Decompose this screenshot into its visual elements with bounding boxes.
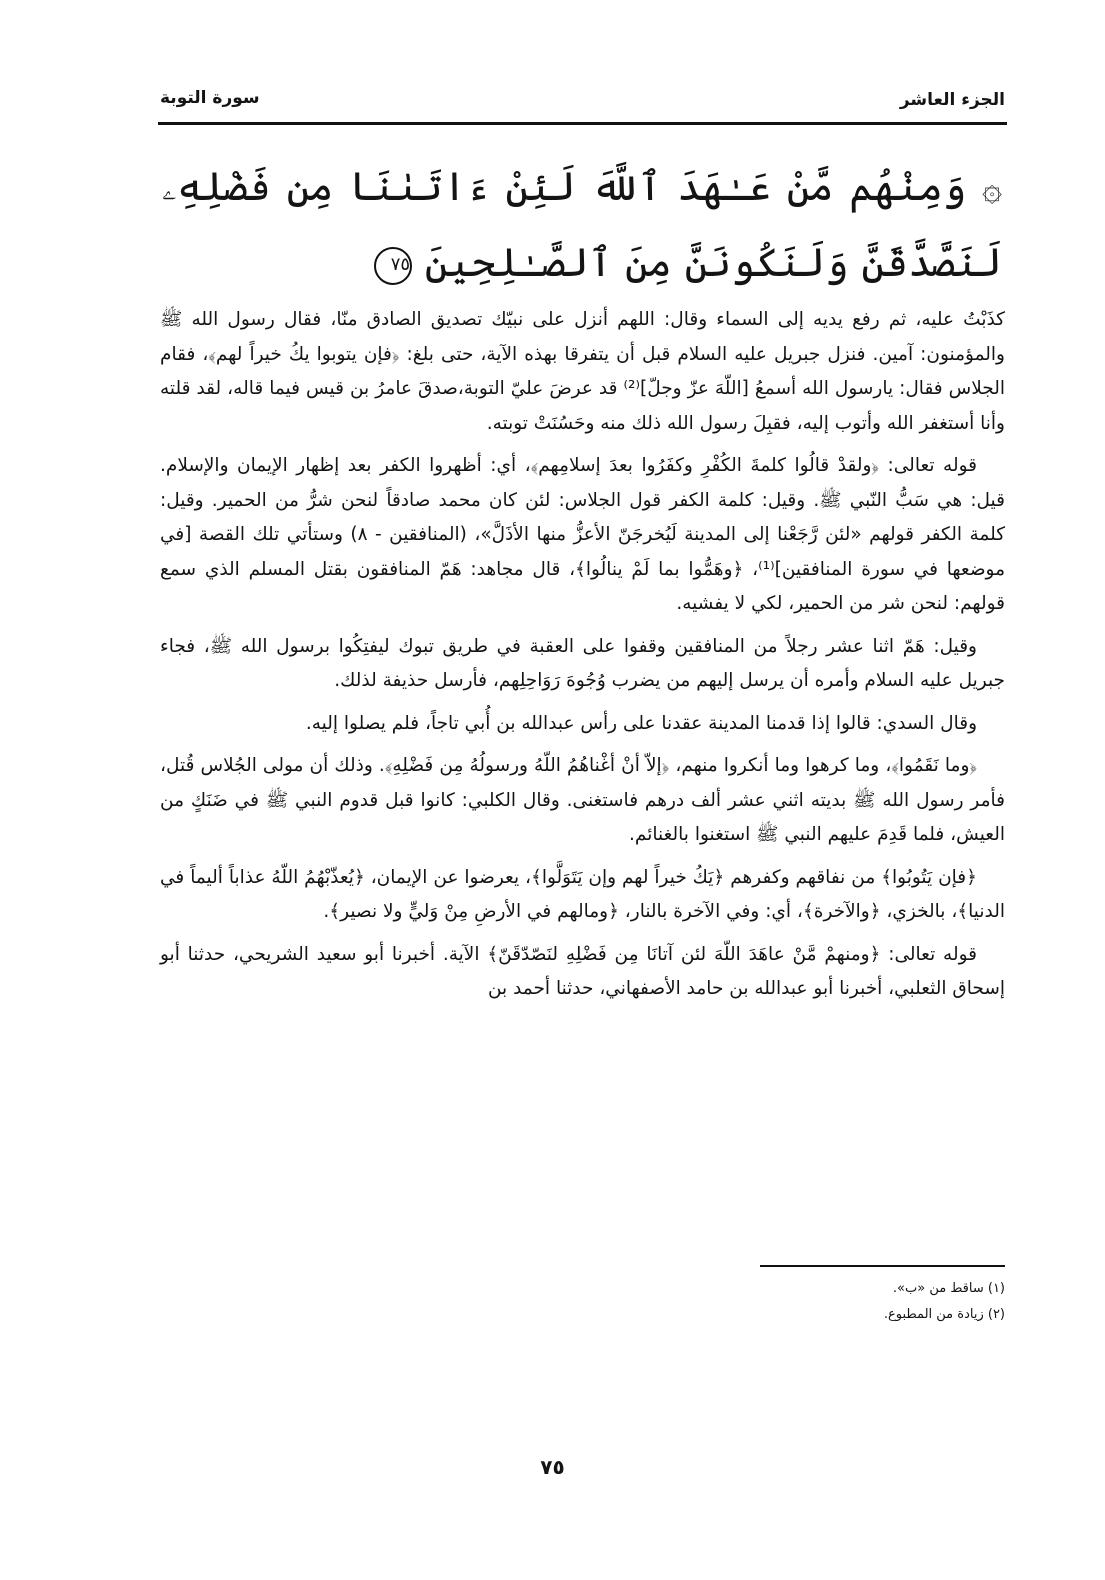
paragraph: ﴿وما نَقَمُوا﴾، وما كرهوا وما أنكروا منهم، ﴿إلاّ أنْ أغْناهُمُ اللّهُ ورسولُهُ مِن فَضْلِهِ﴾. وذلك أن مولى الجُلاس قُتل، فأمر رسول الله ﷺ بديته اثني عشر ألف درهم فاستغنى. وقال الكلبي: كانوا قبل قدوم النبي ﷺ في ضَنَكٍ من العيش، فلما قَدِمَ عليهم النبي ﷺ استغنوا بالغنائم. xyxy=(160,755,1005,845)
surah-title: سورة التوبة xyxy=(160,88,260,108)
page-number: ٧٥ xyxy=(540,1455,565,1479)
paragraph: قوله تعالى: ﴿ومنهمْ مَّنْ عاهَدَ اللّهَ لئن آتانَا مِن فَضْلِهِ لنَصّدّقَنّ﴾ الآية. أخبرنا أبو سعيد الشريحي، حدثنا أبو إسحاق الثعلبي، أخبرنا أبو عبدالله بن حامد الأصفهاني، حدثنا أحمد بن xyxy=(160,943,1005,999)
footnote: (٢) زيادة من المطبوع. xyxy=(883,1307,1005,1322)
paragraph: قوله تعالى: ﴿ولقدْ قالُوا كلمةَ الكُفْرِ وكفَرُوا بعدَ إسلامِهم﴾، أي: أظهروا الكفر بعد إظهار الإيمان والإسلام. قيل: هي سَبُّ النّبي ﷺ. وقيل: كلمة الكفر قول الجلاس: لئن كان محمد صادقاً لنحن شرُّ من الحمير. وقيل: كلمة الكفر قولهم «لئن رَّجَعْنا إلى المدينة لَيُخرجَنّ الأعزُّ منها الأذَلَّ»، (المنافقين - ٨) وستأتي تلك القصة [في موضعها في سورة المنافقين]⁽¹⁾، ﴿وهَمُّوا بما لَمْ ينالُوا﴾، قال مجاهد: هَمّ المنافقون بقتل المسلم الذي سمع قولهم: لنحن شر من الحمير، لكي لا يفشيه. xyxy=(160,455,1006,614)
hizb-mark-icon: ۞ xyxy=(982,169,1002,209)
footnote-rule xyxy=(760,1265,1005,1267)
commentary-body xyxy=(160,303,1005,1015)
paragraph: وقيل: هَمّ اثنا عشر رجلاً من المنافقين وقفوا على العقبة في طريق تبوك ليفتِكُوا برسول الله ﷺ، فجاء جبريل عليه السلام وأمره أن يرسل إليهم من يضرب وُجُوهَ رَوَاحِلِهم، فأرسل حذيفة لذلك. xyxy=(160,635,1005,691)
verse-text: وَمِنْهُم مَّنْ عَـٰهَدَ ٱللَّهَ لَئِنْ ءَاتَىٰنَا مِن فَضْلِهِۦ لَنَصَّدَّقَنَّ وَلَنَكُونَنَّ مِنَ ٱلصَّـٰلِحِينَ xyxy=(162,164,1002,286)
running-header xyxy=(160,84,1005,118)
paragraph: وقال السدي: قالوا إذا قدمنا المدينة عقدنا على رأس عبدالله بن أُبي تاجاً، فلم يصلوا إليه. xyxy=(305,712,977,734)
paragraph: كذَبْتُ عليه، ثم رفع يديه إلى السماء وقال: اللهم أنزل على نبيّك تصديق الصادق منّا، فقال رسول الله ﷺ والمؤمنون: آمين. فنزل جبريل عليه السلام قبل أن يتفرقا بهذه الآية، حتى بلغ: ﴿فإن يتوبوا يكُ خيراً لهم﴾، فقام الجلاس فقال: يارسول الله أسمعُ [اللّهَ عزّ وجلّ]⁽²⁾ قد عرضَ عليّ التوبة،صدقَ عامرُ بن قيس فيما قاله، لقد قلته وأنا أستغفر الله وأتوب إليه، فقبِلَ رسول الله ذلك منه وحَسُنَتْ توبته. xyxy=(160,309,1005,434)
part-title: الجزء العاشر xyxy=(899,90,1005,110)
footnotes xyxy=(700,1276,1005,1328)
quran-verse xyxy=(162,150,1002,300)
header-rule xyxy=(158,122,1007,125)
ayah-number: ٧٥ xyxy=(374,247,412,285)
footnote: (١) ساقط من «ب». xyxy=(892,1281,1005,1296)
paragraph: ﴿فإن يَتُوبُوا﴾ من نفاقهم وكفرهم ﴿يَكُ خيراً لهم وإن يَتَوَلَّوا﴾، يعرضوا عن الإيمان، ﴿يُعذّبْهُمُ اللّهُ عذاباً أليماً في الدنيا﴾، بالخزي، ﴿والآخرة﴾، أي: وفي الآخرة بالنار، ﴿ومالهم في الأرضِ مِنْ وَليٍّ ولا نصير﴾. xyxy=(160,866,1005,922)
